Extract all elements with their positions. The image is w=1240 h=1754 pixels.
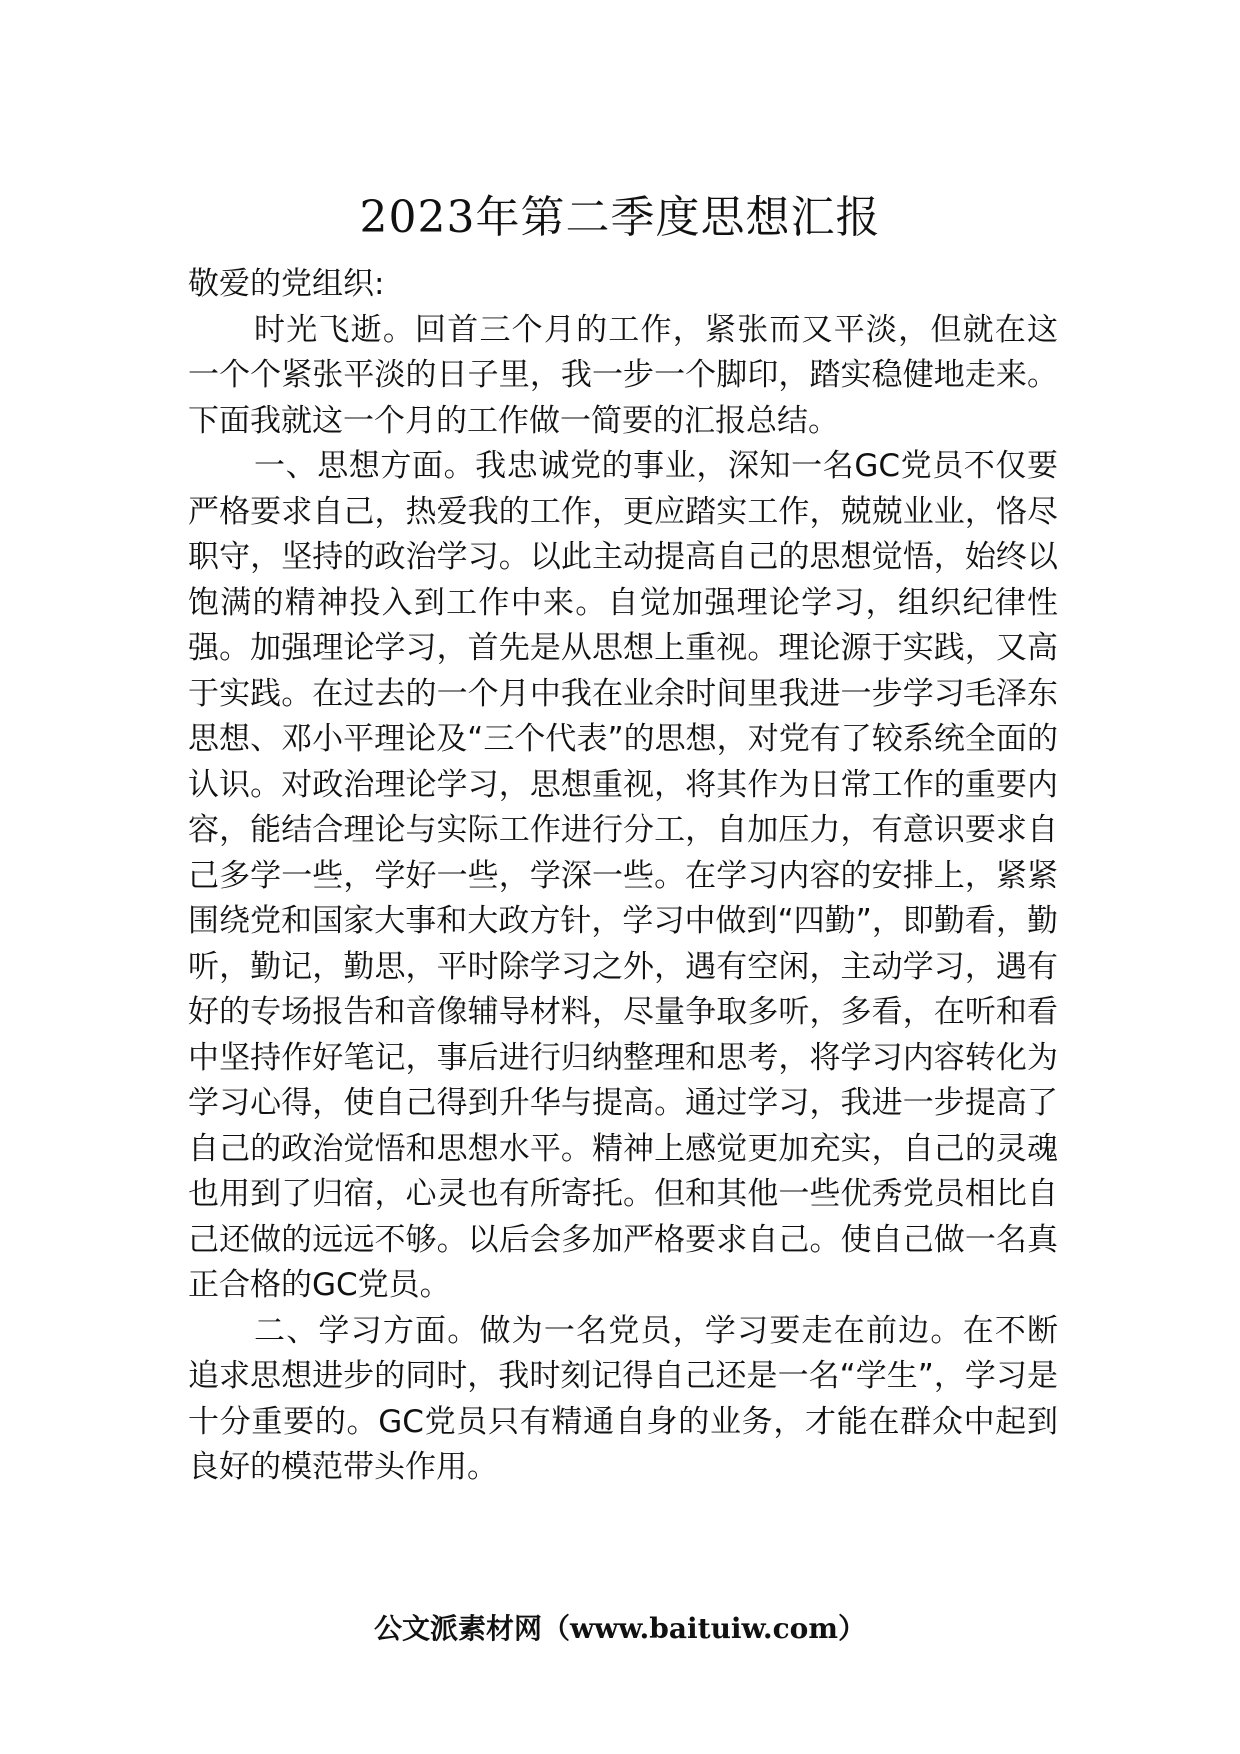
footer-source: 公文派素材网（www.baituiw.com）	[374, 1612, 866, 1645]
paragraph-intro: 时光飞逝。回首三个月的工作，紧张而又平淡，但就在这一个个紧张平淡的日子里，我一步一个脚印，踏实稳健地走来。下面我就这一个月的工作做一简要的汇报总结。	[188, 311, 1058, 439]
paragraph-study: 二、学习方面。做为一名党员，学习要走在前边。在不断追求思想进步的同时，我时刻记得自己还是一名“学生”，学习是十分重要的。GC党员只有精通自身的业务，才能在群众中起到良好的模范带头作用。	[188, 1312, 1058, 1485]
salutation: 敬爱的党组织:	[188, 266, 385, 302]
document-title: 2023年第二季度思想汇报	[359, 192, 881, 243]
paragraph-thought: 一、思想方面。我忠诚党的事业，深知一名GC党员不仅要严格要求自己，热爱我的工作，更应踏实工作，兢兢业业，恪尽职守，坚持的政治学习。以此主动提高自己的思想觉悟，始终以饱满的精神投入到工作中来。自觉加强理论学习，组织纪律性强。加强理论学习，首先是从思想上重视。理论源于实践，又高于实践。在过去的一个月中我在业余时间里我进一步学习毛泽东思想、邓小平理论及“三个代表”的思想，对党有了较系统全面的认识。对政治理论学习，思想重视，将其作为日常工作的重要内容，能结合理论与实际工作进行分工，自加压力，有意识要求自己多学一些，学好一些，学深一些。在学习内容的安排上，紧紧围绕党和国家大事和大政方针，学习中做到“四勤”，即勤看，勤听，勤记，勤思，平时除学习之外，遇有空闲，主动学习，遇有好的专场报告和音像辅导材料，尽量争取多听，多看，在听和看中坚持作好笔记，事后进行归纳整理和思考，将学习内容转化为学习心得，使自己得到升华与提高。通过学习，我进一步提高了自己的政治觉悟和思想水平。精神上感觉更加充实，自己的灵魂也用到了归宿，心灵也有所寄托。但和其他一些优秀党员相比自己还做的远远不够。以后会多加严格要求自己。使自己做一名真正合格的GC党员。	[188, 448, 1058, 1303]
document-body	[188, 262, 1058, 1491]
